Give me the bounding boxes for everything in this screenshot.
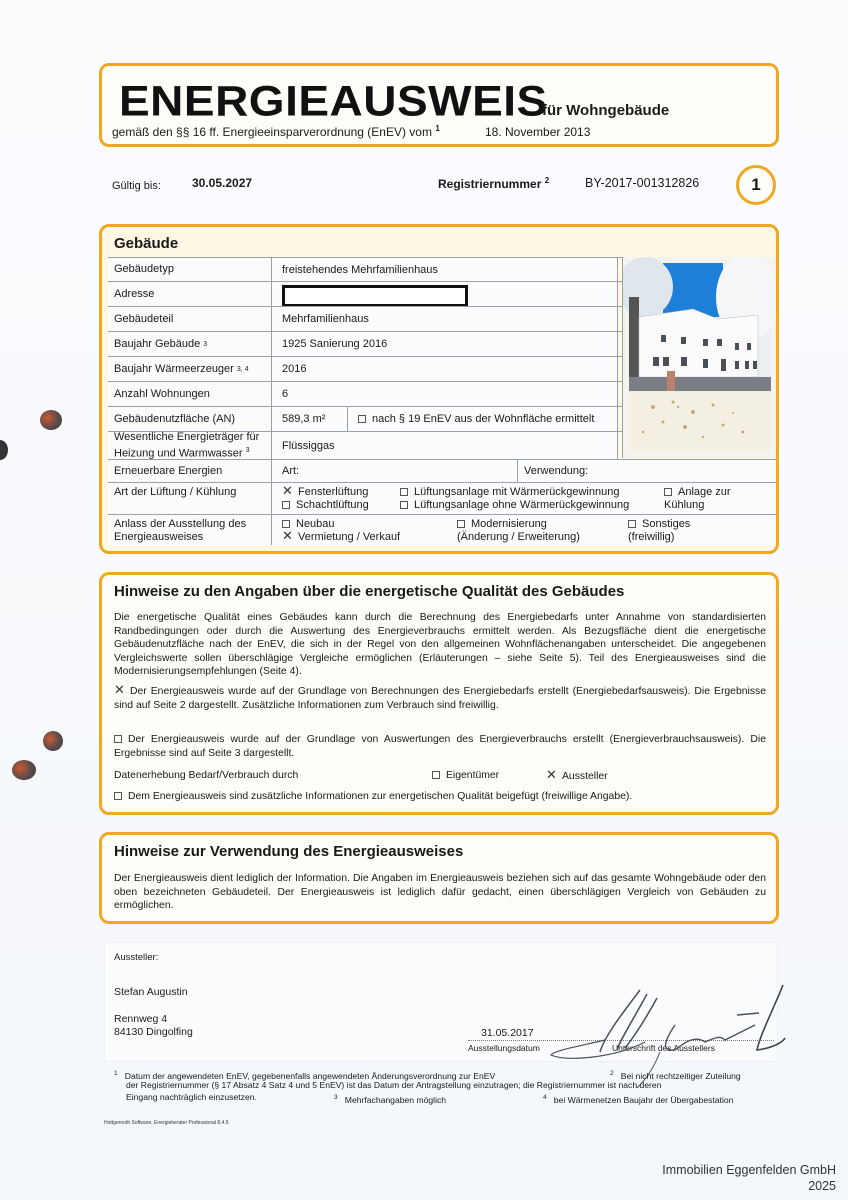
option-bedarfsausweis[interactable] [114,682,766,712]
table-row-anlass [108,514,776,545]
checkbox-icon[interactable] [358,415,366,423]
footnote-text: Datum der angewendeten EnEV, gegebenenfalls angewendeten Änderungsverordnung zur EnEV [124,1070,496,1081]
row-value: 589,3 m² [272,407,348,431]
footnote-marker: 2 [610,1070,614,1077]
signature-label: Unterschrift des Ausstellers [612,1043,715,1053]
intro-paragraph: Die energetische Qualität eines Gebäudes kann durch die Berechnung des Energiebedarfs unter Annahme von standardisierten Randbedingungen oder durch die Auswertung des Energieverbrauchs ermittelt werden. Als Bezugsfläche dient die energetische Gebäudenutzfläche nach der EnEV, die sich in der Regel von den allgemeinen Wohnflächenangaben unterscheidet. Die angegebenen Vergleichswerte sollen überschlägige Vergleiche ermöglichen (Erläuterungen – siehe Seite 5). Teil des Energieausweises sind die Modernisierungsempfehlungen (Seite 4). [114,612,766,677]
checkbox-icon[interactable] [114,792,122,800]
option-label: Modernisierung (Änderung / Erweiterung) [457,518,580,543]
section-title: Hinweise zur Verwendung des Energieausweises [114,843,464,860]
checkbox-icon[interactable] [664,488,672,496]
row-label: Erneuerbare Energien [108,460,272,482]
option-text: Der Energieausweis wurde auf der Grundlage von Berechnungen des Energiebedarfs erstellt (Energiebedarfsausweis). Die Ergebnisse sind auf Seite 2 dargestellt. Zusätzliche Informationen zum Verbrauch sind freiwillig. [114,686,766,711]
usage-notes-section [99,832,779,924]
footnote-text: Mehrfachangaben möglich [344,1094,447,1105]
data-collection-label: Datenerhebung Bedarf/Verbrauch durch [114,770,299,781]
checkbox-icon[interactable] [282,520,290,528]
checkbox-icon[interactable] [400,488,408,496]
option-sonstiges[interactable] [628,518,708,544]
label-text: Baujahr Wärmeerzeuger [114,362,234,375]
footnote-marker: 4 [543,1094,547,1101]
option-zusatzinfo[interactable] [114,791,632,802]
registration-label [438,176,549,191]
valid-until-value: 30.05.2027 [192,176,253,190]
table-row [108,459,776,482]
issuer-street: Rennweg 4 [114,1013,168,1025]
redacted-address [282,285,468,307]
footnote-text: bei Wärmenetzen Baujahr der Übergabestation [553,1094,734,1105]
row-label: Gebäudeteil [108,307,272,331]
issuer-name: Stefan Augustin [114,986,188,998]
option-lueftung-mit-wrg[interactable] [400,486,619,498]
option-eigentuemer[interactable] [432,770,499,781]
quality-notes-section [99,572,779,815]
checkbox-icon[interactable] [432,771,440,779]
footnote-marker: 3, 4 [236,365,249,373]
software-credit: Hottgenroth Software, Energieberater Professional 8.4.5 [104,1120,229,1126]
row-value [272,483,776,514]
punch-hole [43,731,63,751]
option-label: Lüftungsanlage ohne Wärmerückgewinnung [414,499,630,511]
building-section [99,224,779,554]
row-label [108,332,272,356]
issue-date-label: Ausstellungsdatum [468,1043,540,1053]
checkbox-icon[interactable] [628,520,636,528]
issuer-label: Aussteller: [114,952,159,963]
row-label: Adresse [108,282,272,306]
option-label: Fensterlüftung [298,486,369,498]
option-label: Neubau [296,518,335,530]
row-label: Art der Lüftung / Kühlung [108,483,272,514]
document-title: ENERGIEAUSWEIS [119,76,548,125]
row-label: Gebäudenutzfläche (AN) [108,407,272,431]
footnote-marker: 1 [114,1070,118,1077]
footnote-2-continued: der Registriernummer (§ 17 Absatz 4 Satz 4 und 5 EnEV) ist das Datum der Antragstellung einzutragen; die Registriernummer ist nach deren [126,1080,662,1090]
option-text: Dem Energieausweis sind zusätzliche Informationen zur energetischen Qualität beigefügt (freiwillige Angabe). [128,791,633,802]
row-label [108,357,272,381]
row-value [272,282,618,306]
option-label: Schachtlüftung [296,499,369,511]
page-number-badge: 1 [736,165,776,205]
checked-x-icon: ✕ [546,767,557,782]
option-lueftung-ohne-wrg[interactable] [400,499,629,511]
issuer-city: 84130 Dingolfing [114,1026,193,1038]
option-label: Sonstiges (freiwillig) [628,518,691,543]
option-aussteller[interactable] [546,767,608,782]
table-row-lueftung [108,482,776,514]
company-name: Immobilien Eggenfelden GmbH [662,1163,836,1177]
option-fensterlueftung[interactable] [282,483,369,498]
footnote-marker: 1 [435,124,440,133]
law-date: 18. November 2013 [485,125,591,139]
checkbox-icon[interactable] [114,735,122,743]
valid-until-label: Gültig bis: [112,180,161,192]
wohnflaeche-option[interactable] [348,407,618,431]
row-value: freistehendes Mehrfamilienhaus [272,258,618,281]
punch-hole [40,410,62,430]
row-value: 2016 [272,357,618,381]
footnote-3 [334,1092,446,1106]
document-subtitle: für Wohngebäude [542,102,670,119]
option-schachtlueftung[interactable] [282,499,369,511]
registration-number: BY-2017-001312826 [585,176,700,190]
building-photo [622,257,776,458]
label-text: Wesentliche Energieträger für Heizung und Warmwasser [114,430,260,460]
option-vermietung-verkauf[interactable] [282,528,401,543]
footnote-2-end: Eingang nachträglich einzusetzen. [126,1092,257,1102]
row-label: Anlass der Ausstellung des Energieausweises [108,515,272,545]
option-kuehlung[interactable] [664,486,744,512]
row-label [108,432,272,459]
checkbox-icon[interactable] [457,520,465,528]
row-value: 1925 Sanierung 2016 [272,332,618,356]
header-box [99,63,779,147]
renewable-type: Art: [272,460,518,482]
footnote-text: Bei nicht rechtzeitiger Zuteilung [620,1070,741,1081]
footnote-marker: 3 [334,1094,338,1101]
issue-date: 31.05.2017 [481,1027,534,1039]
row-value: Mehrfamilienhaus [272,307,618,331]
row-label: Gebäudetyp [108,258,272,281]
section-title: Hinweise zu den Angaben über die energetische Qualität des Gebäudes [114,583,625,600]
checked-x-icon: ✕ [114,682,125,697]
row-value: 6 [272,382,618,406]
usage-paragraph: Der Energieausweis dient lediglich der Information. Die Angaben im Energieausweis beziehen sich auf das gesamte Wohngebäude oder den oben bezeichneten Gebäudeteil. Der Energieausweis ist lediglich dafür gedacht, einen überschlägigen Vergleich von Gebäuden zu ermöglichen. [114,873,766,911]
checked-x-icon: ✕ [282,528,293,543]
law-text: gemäß den §§ 16 ff. Energieeinsparverordnung (EnEV) vom [112,125,432,139]
option-label: Eigentümer [446,770,500,781]
footnote-marker: 3 [245,446,250,454]
option-label: nach § 19 EnEV aus der Wohnfläche ermittelt [372,413,595,425]
section-title: Gebäude [114,235,179,252]
watermark-credit [662,1162,836,1194]
punch-hole [0,440,8,460]
option-label: Vermietung / Verkauf [298,531,401,543]
registration-label-text: Registriernummer [438,177,542,191]
law-reference [112,124,440,139]
checkbox-icon[interactable] [400,501,408,509]
row-label: Anzahl Wohnungen [108,382,272,406]
footnote-marker: 2 [544,176,550,185]
checkbox-icon[interactable] [282,501,290,509]
punch-hole [12,760,36,780]
option-text: Der Energieausweis wurde auf der Grundlage von Auswertungen des Energieverbrauchs erstellt (Energieverbrauchsausweis). Die Ergebnisse sind auf Seite 3 dargestellt. [114,734,766,759]
row-value [272,515,776,545]
footnote-4 [543,1092,733,1106]
option-verbrauchsausweis[interactable] [114,733,766,760]
option-label: Aussteller [562,771,608,782]
option-modernisierung[interactable] [457,518,597,544]
row-value: Flüssiggas [272,432,618,459]
footnote-marker: 3 [203,340,208,348]
checked-x-icon: ✕ [282,483,293,498]
building-photo-image [623,257,776,458]
credit-year: 2025 [808,1179,836,1193]
renewable-usage: Verwendung: [518,460,776,482]
label-text: Baujahr Gebäude [114,337,201,350]
option-label: Anlage zur Kühlung [664,486,731,511]
option-label: Lüftungsanlage mit Wärmerückgewinnung [414,486,620,498]
